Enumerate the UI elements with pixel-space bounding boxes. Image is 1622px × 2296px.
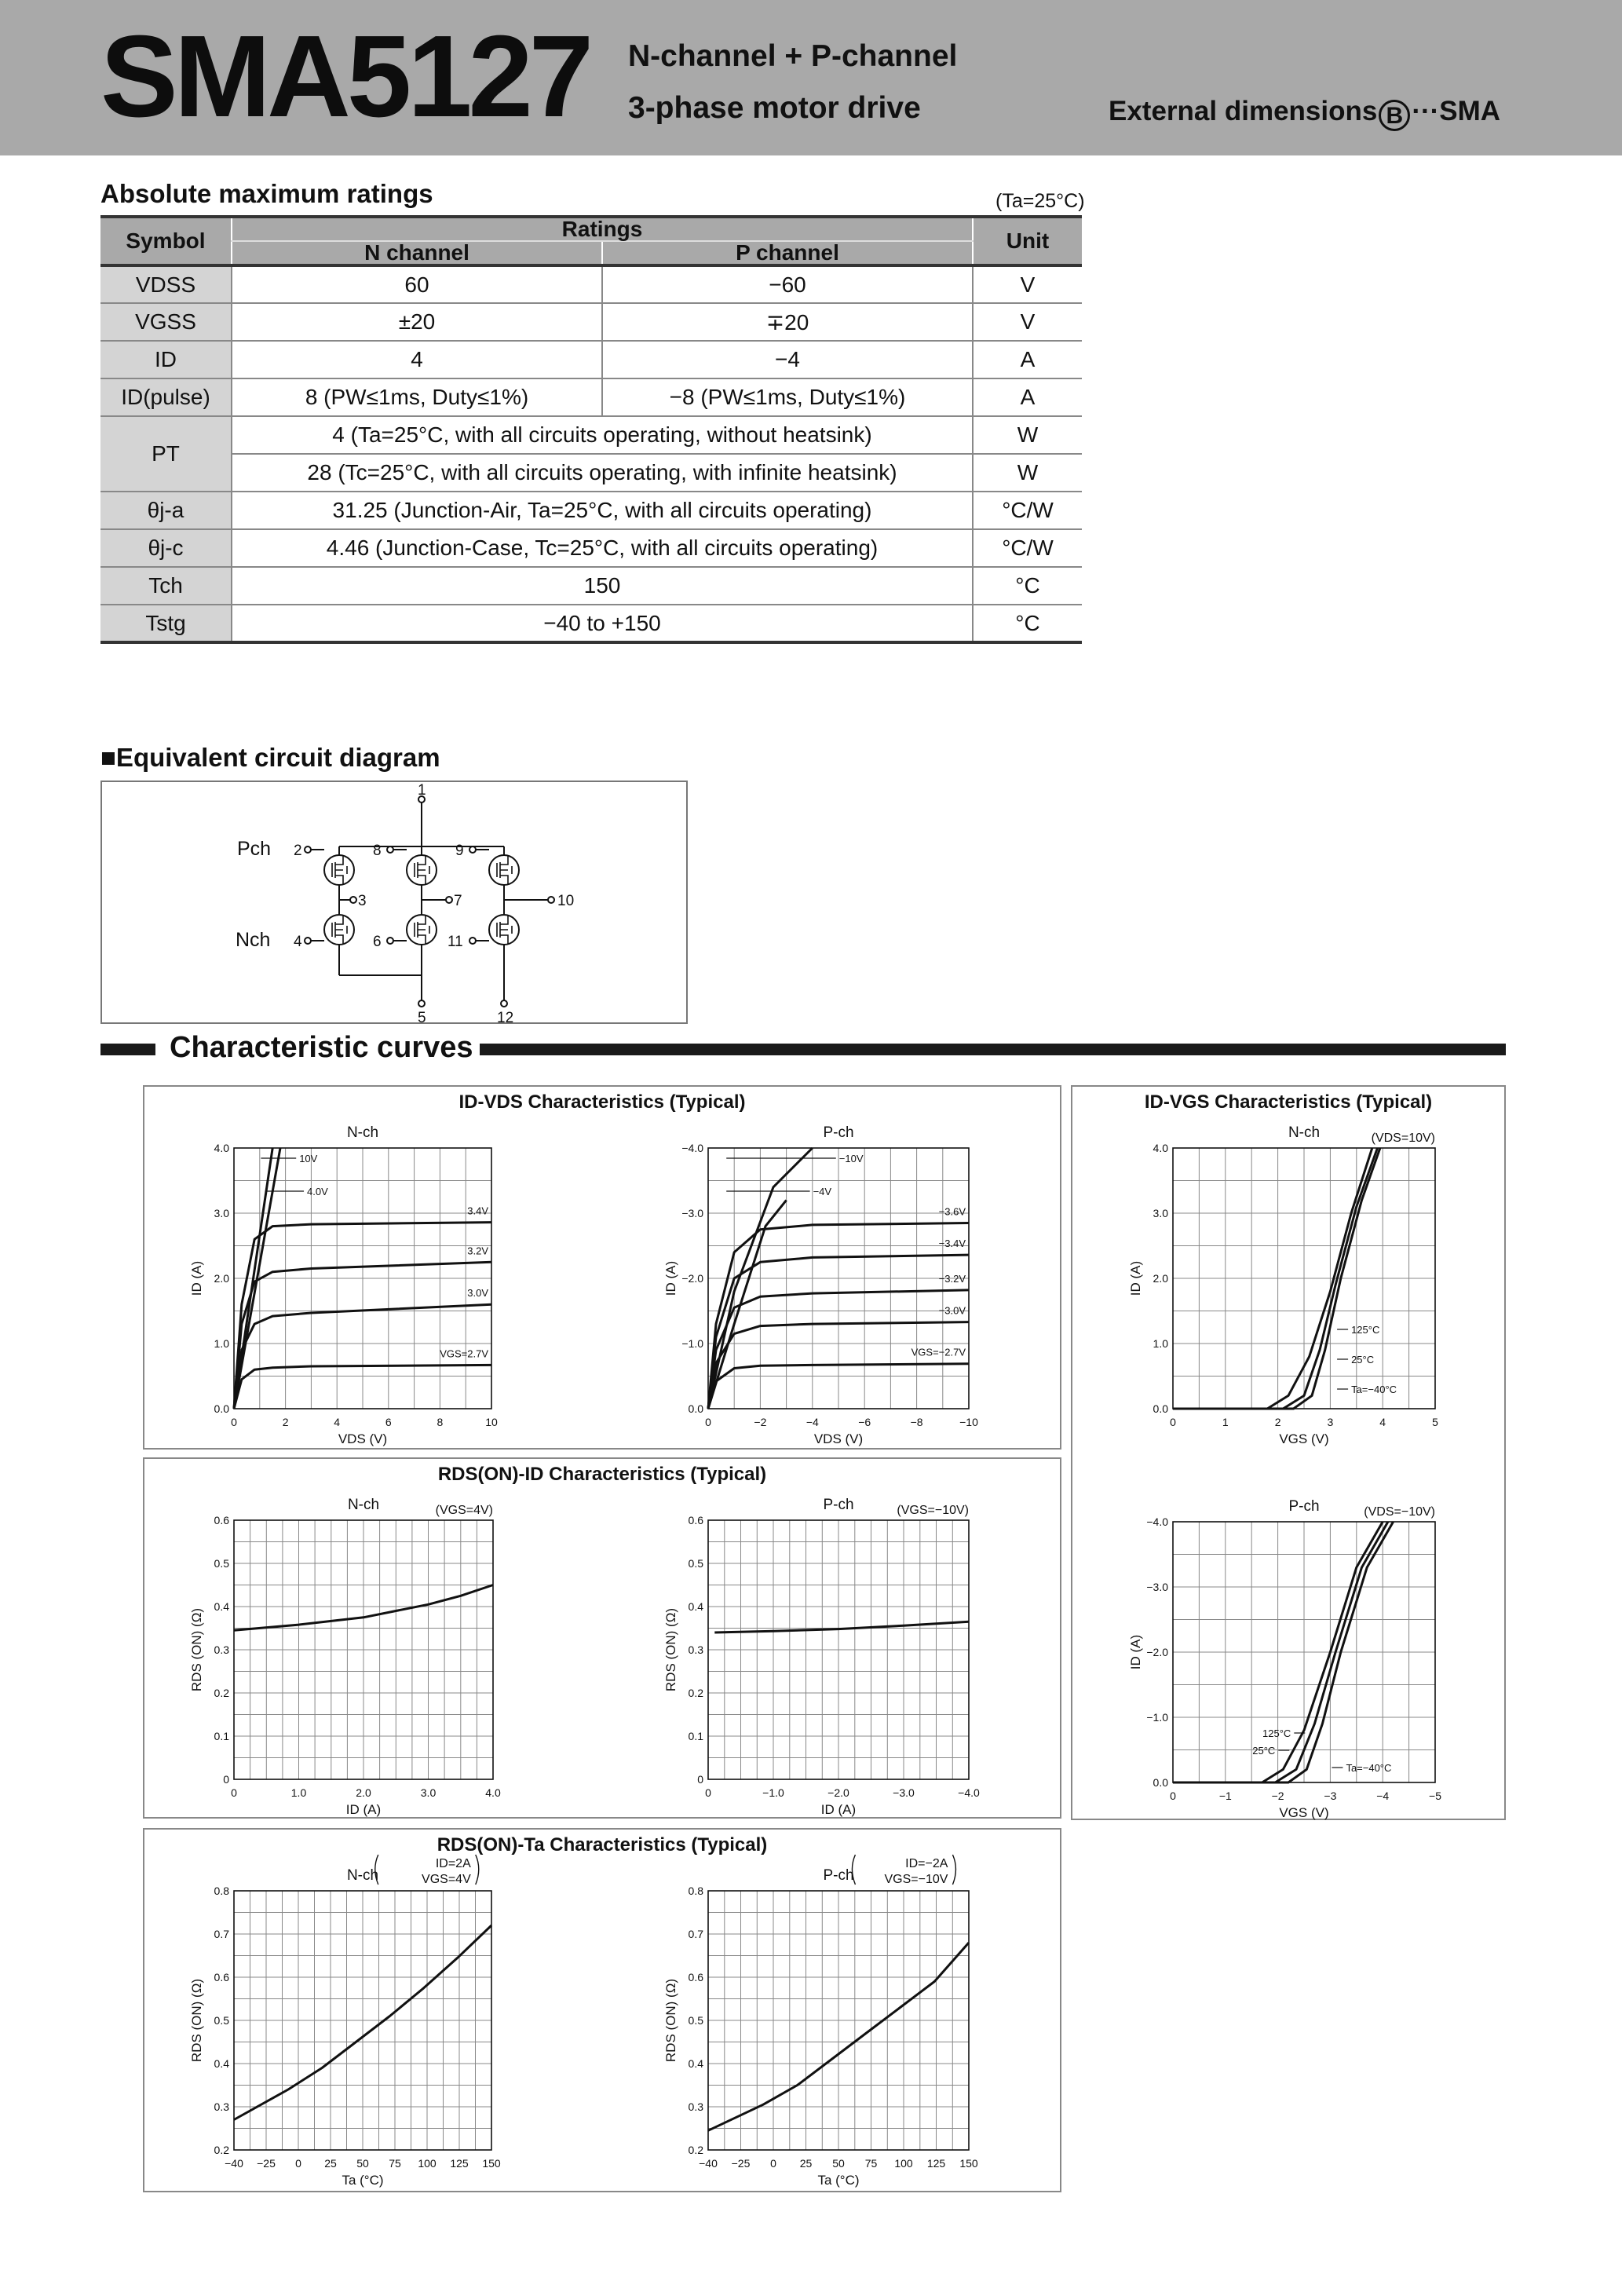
y-tick-label: −3.0 [681,1207,703,1219]
rdsid-title: RDS(ON)-ID Characteristics (Typical) [437,1464,767,1485]
y-axis-label: RDS (ON) (Ω) [663,1978,678,2063]
x-tick-label: 125 [450,2157,469,2170]
series-label: 3.0V [467,1287,488,1300]
x-axis-label: ID (A) [820,1802,857,1817]
pin-label: 4 [294,934,302,950]
chart-subtitle: N-ch [346,1124,379,1141]
n-channel-cell: 8 (PW≤1ms, Duty≤1%) [232,378,602,416]
x-tick-label: 0 [231,1416,237,1428]
y-tick-label: 0.6 [214,1971,229,1983]
x-tick-label: −2 [1271,1790,1284,1802]
pin-label: 8 [373,843,382,859]
y-tick-label: 0.6 [688,1514,703,1526]
value-cell: −40 to +150 [232,605,973,642]
symbol-cell: Tstg [100,605,232,642]
p-channel-header: P channel [602,241,973,265]
unit-cell: °C/W [973,529,1082,567]
series-label: −3.2V [938,1272,966,1285]
chart-condition: ID=2A [435,1857,471,1870]
y-axis-label: RDS (ON) (Ω) [663,1607,678,1692]
x-tick-label: 10 [485,1416,498,1428]
circuit-diagram-box [100,781,688,1024]
subtitle-line1: N-channel + P-channel [628,39,958,73]
y-tick-label: −1.0 [1146,1711,1168,1724]
y-tick-label: −2.0 [681,1272,703,1285]
x-tick-label: 75 [864,2157,878,2170]
unit-header: Unit [973,217,1082,265]
series-label: 125°C [1262,1727,1291,1739]
y-tick-label: 0.5 [688,2014,703,2027]
chart-subtitle: P-ch [823,1124,854,1141]
table-row [100,605,1082,642]
unit-cell: °C/W [973,492,1082,529]
x-tick-label: −8 [910,1416,923,1428]
y-tick-label: −3.0 [1146,1581,1168,1593]
y-tick-label: 0.6 [688,1971,703,1983]
x-tick-label: −4 [806,1416,819,1428]
x-axis-label: VGS (V) [1279,1805,1329,1820]
series-label: 3.2V [467,1245,488,1257]
unit-cell: °C [973,567,1082,605]
x-tick-label: −25 [257,2157,276,2170]
circuit-title: ■Equivalent circuit diagram [100,743,440,772]
y-tick-label: 0.2 [214,1687,229,1699]
x-tick-label: 25 [324,2157,337,2170]
pin-label: 9 [455,843,464,859]
y-tick-label: 0.5 [688,1557,703,1570]
x-tick-label: −2 [754,1416,767,1428]
series-label: Ta=−40°C [1346,1762,1392,1774]
y-tick-label: −2.0 [1146,1646,1168,1658]
x-tick-label: 4 [334,1416,341,1428]
unit-cell: V [973,265,1082,303]
y-tick-label: 0.8 [688,1885,703,1897]
nch-label: Nch [236,929,271,951]
x-tick-label: −25 [731,2157,751,2170]
pin-label: 12 [497,1010,514,1022]
pin-terminal [446,897,452,903]
y-tick-label: 3.0 [1153,1207,1168,1219]
n-channel-header: N channel [232,241,602,265]
chart-condition: (VDS=10V) [1371,1132,1435,1145]
pin-label: 5 [418,1010,426,1022]
y-axis-label: ID (A) [1128,1260,1143,1296]
x-tick-label: −1 [1218,1790,1232,1802]
chart-condition: (VGS=4V) [435,1504,493,1517]
y-tick-label: 0.4 [688,1600,703,1613]
pin-label: 11 [448,934,463,950]
x-tick-label: 2 [1274,1416,1281,1428]
x-tick-label: 3.0 [420,1786,437,1799]
value-cell: 4.46 (Junction-Case, Tc=25°C, with all circuits operating) [232,529,973,567]
y-axis-label: ID (A) [663,1260,678,1296]
x-tick-label: −40 [699,2157,718,2170]
x-tick-label: 50 [356,2157,369,2170]
y-tick-label: 0.5 [214,1557,229,1570]
ext-prefix: External dimensions [1109,96,1378,126]
symbol-cell: θj-c [100,529,232,567]
table-row [100,265,1082,303]
ext-suffix: ···SMA [1412,96,1501,126]
symbol-cell: PT [100,416,232,492]
x-axis-label: Ta (°C) [817,2173,860,2188]
table-row [100,529,1082,567]
x-tick-label: −4.0 [958,1786,980,1799]
x-tick-label: 1 [1222,1416,1229,1428]
pin-terminal [469,846,476,853]
symbol-cell: θj-a [100,492,232,529]
chart-condition: VGS=−10V [884,1873,948,1886]
chart-subtitle: N-ch [347,1497,380,1513]
table-row [100,492,1082,529]
symbol-cell: Tch [100,567,232,605]
x-tick-label: −40 [225,2157,243,2170]
ratings-body [100,265,1082,642]
pin-label: 1 [418,782,426,799]
y-axis-label: RDS (ON) (Ω) [189,1978,204,2063]
pin-terminal [350,897,356,903]
pin-label: 10 [557,893,575,909]
x-tick-label: −4 [1376,1790,1390,1802]
x-tick-label: −6 [858,1416,871,1428]
chart-condition: (VDS=−10V) [1364,1505,1435,1519]
unit-cell: A [973,341,1082,378]
y-tick-label: 0.2 [214,2144,229,2156]
table-row [100,341,1082,378]
pin-terminal [305,846,311,853]
y-tick-label: −4.0 [1146,1515,1168,1528]
y-tick-label: 3.0 [214,1207,229,1219]
series-label: −3.0V [938,1304,966,1317]
y-tick-label: 0.0 [688,1402,703,1415]
value-cell: 31.25 (Junction-Air, Ta=25°C, with all circuits operating) [232,492,973,529]
y-tick-label: 0.0 [214,1402,229,1415]
x-tick-label: 3 [1327,1416,1334,1428]
pin-terminal [305,938,311,944]
y-tick-label: 2.0 [1153,1272,1168,1285]
y-tick-label: −1.0 [681,1337,703,1350]
y-tick-label: 0.4 [214,1600,229,1613]
table-row [100,303,1082,341]
y-tick-label: 4.0 [214,1142,229,1154]
mosfet-symbol [497,855,512,885]
series-label: 10V [299,1153,318,1164]
y-tick-label: 0.3 [214,1643,229,1656]
pin-label: 6 [373,934,382,950]
pin-label: 2 [294,843,302,859]
y-tick-label: 4.0 [1153,1142,1168,1154]
x-tick-label: 4.0 [485,1786,501,1799]
x-tick-label: −2.0 [827,1786,849,1799]
rdsid-panel [143,1457,1061,1819]
ratings-header: Ratings [232,217,973,241]
idvds-title: ID-VDS Characteristics (Typical) [458,1091,746,1113]
y-tick-label: 0.4 [688,2057,703,2070]
table-row [100,567,1082,605]
pin-label: 7 [454,893,462,909]
x-tick-label: 5 [1432,1416,1438,1428]
mosfet-symbol [332,855,347,885]
x-tick-label: −3 [1324,1790,1337,1802]
chart-subtitle: P-ch [823,1497,854,1513]
y-tick-label: 1.0 [1153,1337,1168,1350]
y-tick-label: 0.6 [214,1514,229,1526]
idvds-panel [143,1085,1061,1450]
table-row [100,416,1082,454]
pin-label: 3 [358,893,367,909]
chart-condition: (VGS=−10V) [897,1504,969,1517]
ratings-condition: (Ta=25°C) [995,190,1085,212]
x-tick-label: 6 [385,1416,392,1428]
pin-terminal [548,897,554,903]
p-channel-cell: ∓20 [602,303,973,341]
x-tick-label: 125 [926,2157,946,2170]
unit-cell: A [973,378,1082,416]
x-tick-label: 150 [482,2157,501,2170]
x-tick-label: 2.0 [356,1786,371,1799]
series-label: −10V [838,1153,864,1164]
x-tick-label: −10 [959,1416,978,1428]
x-tick-label: 0 [705,1416,711,1428]
y-tick-label: 0 [697,1773,703,1786]
unit-cell: V [973,303,1082,341]
external-dimensions [1109,96,1500,131]
symbol-cell: VDSS [100,265,232,303]
mosfet-symbol [497,915,512,945]
gate-leads [311,850,489,941]
header-band [0,0,1622,155]
series-label: 125°C [1351,1324,1380,1336]
y-tick-label: −4.0 [681,1142,703,1154]
symbol-cell: ID(pulse) [100,378,232,416]
pin-terminal [469,938,476,944]
chart-subtitle: N-ch [346,1867,379,1884]
y-tick-label: 0.0 [1153,1402,1168,1415]
series-label: 4.0V [307,1186,328,1197]
rdsta-panel [143,1828,1061,2192]
x-tick-label: 4 [1379,1416,1386,1428]
y-tick-label: 0.3 [214,2100,229,2113]
table-row [100,378,1082,416]
x-axis-label: Ta (°C) [342,2173,384,2188]
series-label: −3.6V [938,1205,966,1218]
unit-cell: W [973,454,1082,492]
y-tick-label: 1.0 [214,1337,229,1350]
chart-condition: ID=−2A [905,1857,948,1870]
y-tick-label: 0.2 [688,1687,703,1699]
circled-b-icon: B [1379,100,1410,131]
unit-cell: W [973,416,1082,454]
x-tick-label: 150 [959,2157,978,2170]
x-tick-label: 75 [389,2157,401,2170]
subtitle-line2: 3-phase motor drive [628,91,921,125]
pin-terminal [501,1000,507,1007]
n-channel-cell: 60 [232,265,602,303]
y-tick-label: 0.5 [214,2014,229,2027]
x-tick-label: 8 [437,1416,444,1428]
chart-subtitle: N-ch [1288,1124,1321,1141]
x-tick-label: 0 [1170,1790,1176,1802]
series-label: −4V [813,1186,832,1197]
pin-terminal [387,846,393,853]
symbol-cell: ID [100,341,232,378]
x-tick-label: 100 [418,2157,437,2170]
section-rule-right [476,1044,1506,1055]
y-tick-label: 0.1 [688,1730,703,1742]
series-label: 25°C [1351,1354,1375,1366]
y-tick-label: 0.2 [688,2144,703,2156]
x-axis-label: VDS (V) [813,1431,864,1446]
symbol-cell: VGSS [100,303,232,341]
value-cell: 28 (Tc=25°C, with all circuits operating, with infinite heatsink) [232,454,973,492]
y-tick-label: 2.0 [214,1272,229,1285]
circuit-diagram [102,782,686,1022]
y-tick-label: 0.0 [1153,1776,1168,1789]
y-axis-label: RDS (ON) (Ω) [189,1607,204,1692]
x-tick-label: −1.0 [762,1786,784,1799]
x-tick-label: 50 [832,2157,845,2170]
chart-subtitle: P-ch [1288,1498,1320,1515]
ratings-table [100,215,1082,644]
y-tick-label: 0.7 [214,1928,229,1940]
y-tick-label: 0 [223,1773,229,1786]
x-tick-label: 1.0 [290,1786,307,1799]
y-tick-label: 0.3 [688,1643,703,1656]
series-label: 3.4V [467,1205,488,1217]
table-row [100,454,1082,492]
x-axis-label: ID (A) [345,1802,382,1817]
pch-label: Pch [237,838,272,860]
y-tick-label: 0.7 [688,1928,703,1940]
unit-cell: °C [973,605,1082,642]
value-cell: 4 (Ta=25°C, with all circuits operating, without heatsink) [232,416,973,454]
x-tick-label: 100 [894,2157,913,2170]
y-tick-label: 0.1 [214,1730,229,1742]
x-axis-label: VDS (V) [338,1431,388,1446]
series-label: VGS=2.7V [440,1347,488,1360]
characteristic-curves-title: Characteristic curves [163,1031,480,1065]
series-label: −3.4V [938,1238,966,1250]
p-channel-cell: −60 [602,265,973,303]
x-tick-label: 0 [1170,1416,1176,1428]
x-tick-label: 0 [295,2157,301,2170]
mosfet-symbol [415,855,429,885]
x-tick-label: 25 [799,2157,813,2170]
x-tick-label: −3.0 [893,1786,915,1799]
p-channel-cell: −8 (PW≤1ms, Duty≤1%) [602,378,973,416]
y-axis-label: ID (A) [189,1260,204,1296]
p-channel-cell: −4 [602,341,973,378]
mosfet-symbol [415,915,429,945]
x-tick-label: 0 [705,1786,711,1799]
x-tick-label: 0 [231,1786,237,1799]
series-label: 25°C [1252,1745,1276,1757]
part-number: SMA5127 [100,12,590,141]
x-axis-label: VGS (V) [1279,1431,1329,1446]
series-label: VGS=−2.7V [911,1346,966,1358]
x-tick-label: 2 [282,1416,289,1428]
chart-condition: VGS=4V [422,1873,471,1886]
idvgs-title: ID-VGS Characteristics (Typical) [1144,1091,1433,1113]
y-axis-label: ID (A) [1128,1634,1143,1670]
series-label: Ta=−40°C [1351,1384,1397,1395]
symbol-header: Symbol [100,217,232,265]
n-channel-cell: 4 [232,341,602,378]
idvgs-panel [1071,1085,1506,1820]
x-tick-label: 0 [770,2157,776,2170]
y-tick-label: 0.3 [688,2100,703,2113]
pin-terminal [387,938,393,944]
mosfet-symbol [332,915,347,945]
ratings-title: Absolute maximum ratings [100,179,433,208]
section-rule-left [100,1044,155,1055]
y-tick-label: 0.4 [214,2057,229,2070]
n-channel-cell: ±20 [232,303,602,341]
value-cell: 150 [232,567,973,605]
x-tick-label: −5 [1429,1790,1441,1802]
chart-subtitle: P-ch [823,1867,854,1884]
rdsta-title: RDS(ON)-Ta Characteristics (Typical) [437,1834,768,1855]
y-tick-label: 0.8 [214,1885,229,1897]
pin-terminal [418,1000,425,1007]
